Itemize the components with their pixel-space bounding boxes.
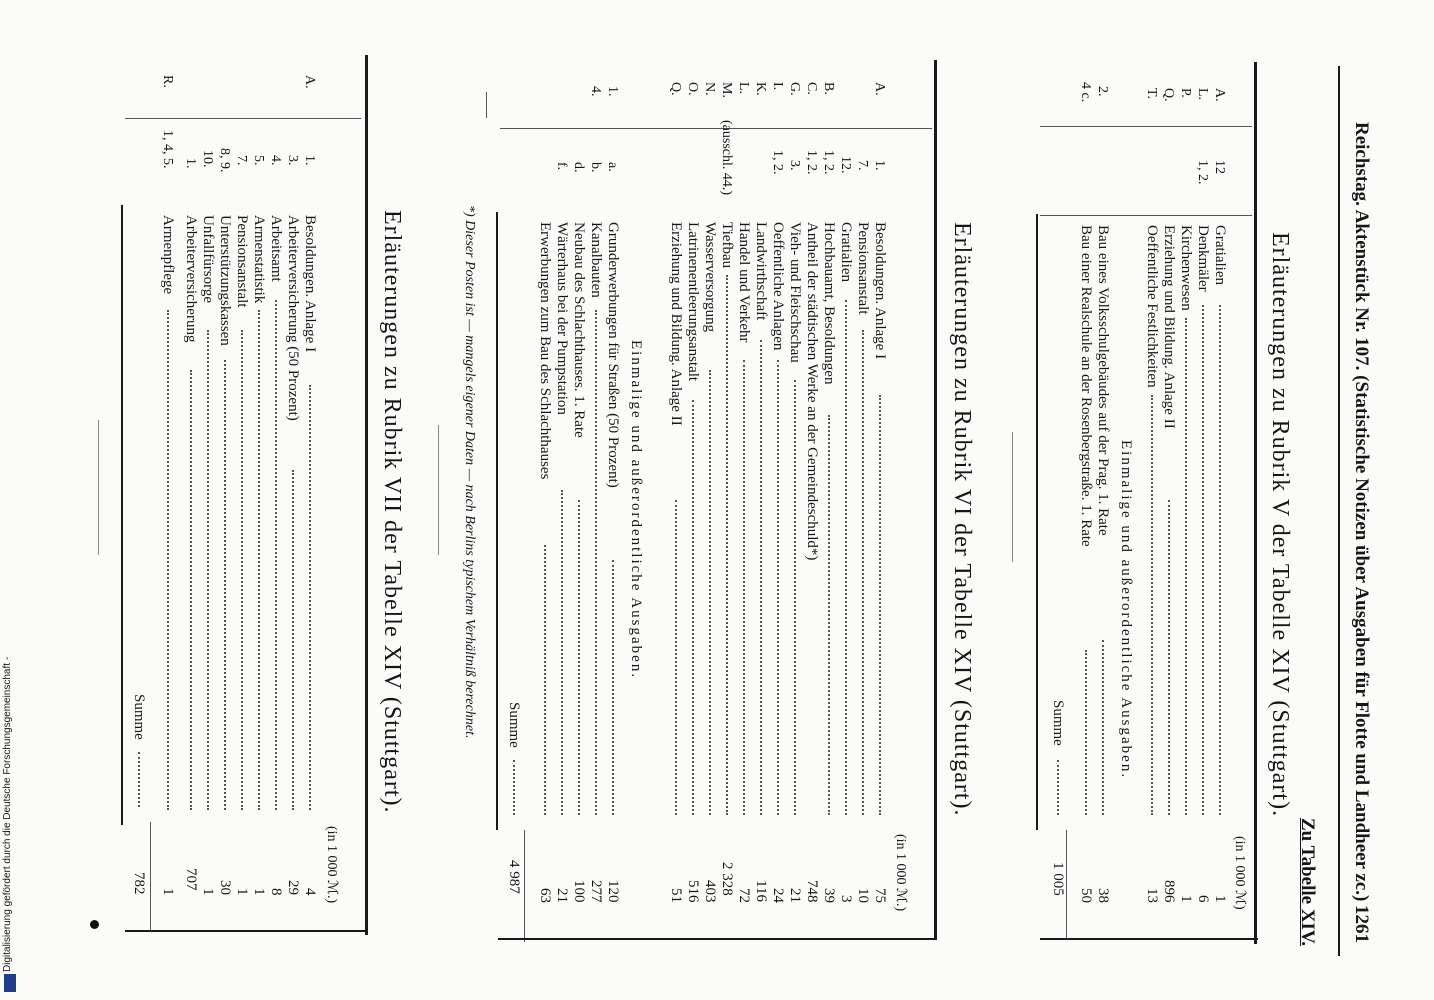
header-rule <box>1338 66 1340 956</box>
row-text: Wasserversorgung <box>702 222 718 333</box>
row-value: 51 <box>668 888 684 903</box>
row-letter: Q. <box>668 82 683 96</box>
row-text: Neubau des Schlachthauses. 1. Rate <box>571 222 587 438</box>
leader-dots <box>862 330 864 815</box>
row-value: 1 <box>234 888 250 896</box>
summe-label: Summe <box>131 694 147 740</box>
row-text: Grunderwerbungen für Straßen (50 Prozent) <box>605 222 621 488</box>
row-text: Armenpflege <box>160 215 176 295</box>
row-letter: 4. <box>588 86 603 97</box>
row-letter: A. <box>302 75 317 89</box>
row-value: 403 <box>702 880 718 903</box>
leader-dots <box>578 500 580 815</box>
row-text: Erziehung und Bildung. Anlage II <box>1161 225 1177 429</box>
row-number: 1, 2. <box>804 150 819 175</box>
row-value: 1 <box>1212 895 1228 903</box>
leader-dots <box>760 340 762 815</box>
separator-line <box>438 425 439 555</box>
row-text: Pensionsanstalt <box>234 215 250 308</box>
leader-dots <box>709 370 711 815</box>
row-value: 29 <box>285 880 301 895</box>
row-letter: 2. <box>1095 86 1110 97</box>
row-value: 8 <box>268 888 284 896</box>
leader-dots <box>794 380 796 815</box>
row-value: 1 <box>200 888 216 896</box>
section-bottom-rule <box>498 938 936 940</box>
row-text: Armenstatistik <box>251 215 267 304</box>
row-value: 277 <box>588 880 604 903</box>
row-text: Arbeiterversicherung <box>183 215 199 343</box>
row-number: 8, 9. <box>217 148 232 173</box>
leader-dots <box>167 310 169 810</box>
row-value: 3 <box>838 895 854 903</box>
subheading: Einmalige und außerordentliche Ausgaben. <box>1118 440 1134 780</box>
row-letter: 4 c. <box>1078 82 1093 103</box>
leader-dots <box>1219 305 1221 815</box>
row-number: 1, 4, 5. <box>160 130 175 169</box>
column-divider <box>1040 215 1252 216</box>
row-text: Arbeitsamt <box>268 215 284 282</box>
separator-line <box>1012 432 1013 562</box>
leader-dots <box>1057 760 1059 815</box>
row-number: 1. <box>872 160 887 171</box>
leader-dots <box>258 310 260 810</box>
column-divider <box>1036 214 1038 830</box>
unit-label: (in 1 000 ℳ.) <box>893 834 908 912</box>
row-number: 12. <box>838 156 853 174</box>
row-number: 1, 2. <box>770 150 785 175</box>
row-value: 6 <box>1195 895 1211 903</box>
page-number: 1261 <box>1351 905 1372 943</box>
row-text: Arbeiterversicherung (50 Prozent) <box>285 215 301 421</box>
row-value: 516 <box>685 880 701 903</box>
row-value: 707 <box>183 868 199 891</box>
section-top-rule <box>1254 62 1257 944</box>
leader-dots <box>777 360 779 815</box>
row-number: 7. <box>234 155 249 166</box>
leader-dots <box>726 275 728 815</box>
footnote: *) Dieser Posten ist — mangels eigener Daten — nach Berlins typischem Verhältniß berechnet. <box>462 205 477 739</box>
leader-dots <box>1202 305 1204 815</box>
unit-label: (in 1 000 ℳ) <box>1232 836 1247 910</box>
row-value: 1 <box>251 888 267 896</box>
leader-dots <box>207 330 209 810</box>
table-reference: Zu Tabelle XIV. <box>1297 818 1318 946</box>
leader-dots <box>224 360 226 810</box>
row-text: Denkmäler <box>1195 225 1211 292</box>
row-text: Kirchenwesen <box>1178 225 1194 311</box>
summe-label: Summe <box>1050 700 1066 746</box>
dfg-logo-icon <box>4 974 16 992</box>
section-top-rule <box>365 55 368 935</box>
row-text: Latrinenentleerungsanstalt <box>685 222 701 382</box>
leader-dots <box>743 360 745 815</box>
row-text: Wärterhaus bei der Pumpstation <box>554 222 570 415</box>
row-letter: T. <box>1144 88 1159 100</box>
summe-label: Summe <box>506 702 522 748</box>
row-value: 116 <box>753 880 769 902</box>
unit-label: (in 1 000 ℳ.) <box>324 826 339 904</box>
row-number: 1. <box>183 158 198 169</box>
row-number: 1. <box>302 155 317 166</box>
row-value: 24 <box>770 888 786 903</box>
summe-value: 782 <box>131 872 147 895</box>
ink-dot <box>90 920 99 929</box>
row-text: Tiefbau <box>719 222 735 269</box>
row-text: Handel und Verkehr <box>736 222 752 343</box>
sum-rule <box>1066 830 1067 940</box>
row-letter: B. <box>821 82 836 95</box>
subheading: Einmalige und außerordentliche Ausgaben. <box>628 340 644 680</box>
section-title: Erläuterungen zu Rubrik V der Tabelle XIV (Stuttgart). <box>1267 232 1293 818</box>
row-letter: M. <box>719 82 734 98</box>
row-number: 1, 2. <box>821 150 836 175</box>
row-number: 12 <box>1212 160 1227 174</box>
row-letter: G. <box>787 82 802 96</box>
leader-dots <box>612 560 614 815</box>
leader-dots <box>292 470 294 810</box>
row-text: Antheil der städtischen Werke an der Gemeindeschuld*) <box>804 222 820 561</box>
row-number: 1, 2. <box>1195 160 1210 185</box>
row-value: 896 <box>1161 880 1177 903</box>
running-title: Reichstag. Aktenstück Nr. 107. (Statistische Notizen über Ausgaben für Flotte und Landheer zc.) <box>1351 122 1372 902</box>
leader-dots <box>275 300 277 810</box>
leader-dots <box>544 545 546 815</box>
row-text: Besoldungen. Anlage I <box>302 215 318 353</box>
row-value: 72 <box>736 888 752 903</box>
row-value: 1 <box>160 888 176 896</box>
row-text: Landwirthschaft <box>753 222 769 321</box>
row-letter: L. <box>736 82 751 95</box>
leader-dots <box>1168 500 1170 815</box>
summe-value: 4 987 <box>506 860 522 894</box>
row-number: 3. <box>285 155 300 166</box>
summe-value: 1 005 <box>1050 862 1066 896</box>
row-text: Bau einer Realschule an der Rosenbergstraße. 1. Rate <box>1078 225 1094 547</box>
separator-line <box>98 420 99 555</box>
column-divider <box>500 128 932 129</box>
row-letter: I. <box>770 82 785 91</box>
row-value: 38 <box>1095 888 1111 903</box>
row-number: 4. <box>268 155 283 166</box>
row-value: 4 <box>302 888 318 896</box>
row-text: Hochbauamt, Besoldungen <box>821 222 837 385</box>
row-text: Erwerbungen zum Bau des Schlachthauses <box>537 222 553 480</box>
row-letter: Q. <box>1161 88 1176 102</box>
section-bottom-rule <box>125 930 365 932</box>
row-letter: P. <box>1178 88 1193 98</box>
row-letter: R. <box>160 75 175 88</box>
row-letter: C. <box>804 82 819 95</box>
row-text: Oeffentliche Festlichkeiten <box>1144 225 1160 388</box>
row-value: 100 <box>571 880 587 903</box>
row-text: Gratialien <box>1212 225 1228 285</box>
row-text: Gratialien <box>838 222 854 282</box>
row-number: 10. <box>200 150 215 168</box>
footnote-rule <box>486 92 487 118</box>
row-value: 30 <box>217 880 233 895</box>
leader-dots <box>692 400 694 815</box>
row-letter: A. <box>872 82 887 96</box>
row-value: 21 <box>554 888 570 903</box>
row-value: 748 <box>804 880 820 903</box>
column-divider <box>496 212 498 830</box>
row-letter: 1. <box>605 86 620 97</box>
leader-dots <box>828 415 830 815</box>
leader-dots <box>595 310 597 815</box>
row-text: Kanalbauten <box>588 222 604 298</box>
sum-rule <box>150 822 151 932</box>
leader-dots <box>561 490 563 815</box>
row-letter: A. <box>1212 88 1227 102</box>
leader-dots <box>241 330 243 810</box>
section-top-rule <box>934 60 937 940</box>
row-text: Besoldungen. Anlage I <box>872 222 888 360</box>
leader-dots <box>879 395 881 815</box>
row-number: 5. <box>251 155 266 166</box>
row-value: 50 <box>1078 888 1094 903</box>
leader-dots <box>190 370 192 810</box>
leader-dots <box>1151 395 1153 815</box>
row-text: Vieh- und Fleischschau <box>787 222 803 363</box>
row-number: d. <box>571 162 586 173</box>
column-divider <box>1040 126 1252 127</box>
row-value: 63 <box>537 888 553 903</box>
digitization-credit-text: Digitalisierung gefördert durch die Deutsche Forschungsgemeinschaft - <box>2 656 13 972</box>
row-text: Unfallfürsorge <box>200 215 216 304</box>
row-text: Oeffentliche Anlagen <box>770 222 786 351</box>
row-value: 2 328 <box>719 862 735 896</box>
section-title: Erläuterungen zu Rubrik VI der Tabelle XIV (Stuttgart). <box>949 222 975 817</box>
row-text: Bau eines Volksschulgebäudes auf der Prag. 1. Rate <box>1095 225 1111 536</box>
row-number: a. <box>605 162 620 172</box>
column-divider <box>121 205 123 825</box>
column-divider <box>125 118 361 119</box>
row-text: Erziehung und Bildung. Anlage II <box>668 222 684 426</box>
row-number: f. <box>554 162 569 171</box>
row-value: 13 <box>1144 888 1160 903</box>
row-letter: L. <box>1195 88 1210 101</box>
row-value: 120 <box>605 880 621 903</box>
row-value: 1 <box>1178 895 1194 903</box>
row-number: 7. <box>855 160 870 171</box>
sum-rule <box>524 830 525 942</box>
leader-dots <box>1185 318 1187 815</box>
row-number: b. <box>588 162 603 173</box>
leader-dots <box>845 300 847 815</box>
row-text: Unterstützungskassen <box>217 215 233 346</box>
row-value: 39 <box>821 888 837 903</box>
section-bottom-rule <box>1040 938 1258 940</box>
row-text: Pensionsanstalt <box>855 222 871 315</box>
row-letter: O. <box>685 82 700 96</box>
digitization-credit <box>2 657 13 972</box>
leader-dots <box>138 752 140 807</box>
row-value: 10 <box>855 888 871 903</box>
row-letter: K. <box>753 82 768 96</box>
leader-dots <box>1085 650 1087 815</box>
leader-dots <box>309 385 311 810</box>
row-number: 3. <box>787 160 802 171</box>
row-letter: N. <box>702 82 717 96</box>
row-value: 21 <box>787 888 803 903</box>
row-number: (ausschl. 44.) <box>719 120 734 196</box>
row-value: 75 <box>872 888 888 903</box>
leader-dots <box>1102 640 1104 815</box>
section-title: Erläuterungen zu Rubrik VII der Tabelle XIV (Stuttgart). <box>379 210 405 814</box>
leader-dots <box>675 500 677 815</box>
leader-dots <box>513 760 515 815</box>
